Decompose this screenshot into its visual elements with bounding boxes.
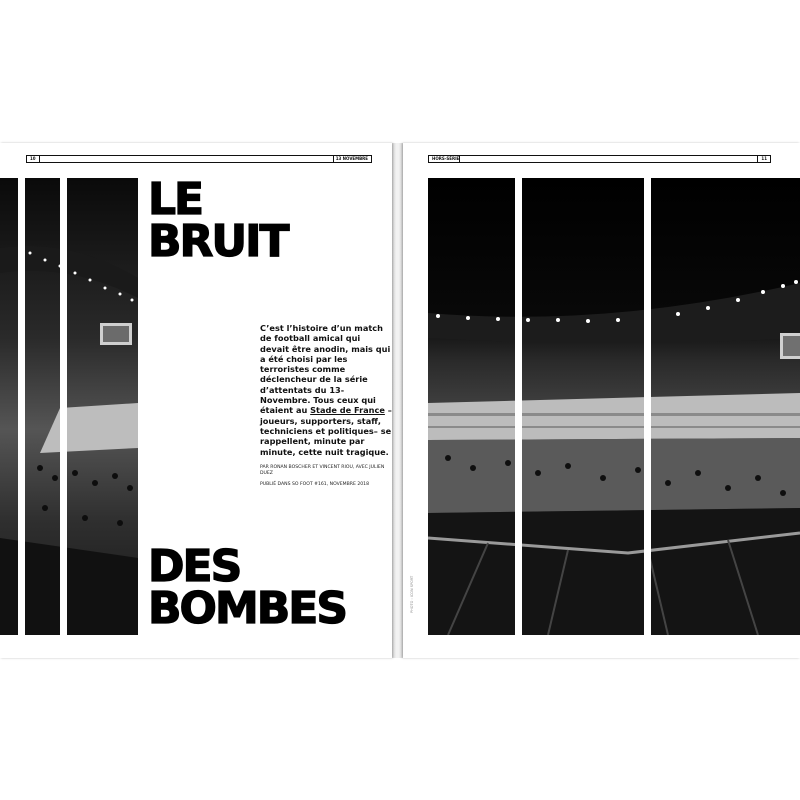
photo-strip-gap <box>18 178 25 635</box>
intro-text: –joueurs, supporters, staff, techniciens et politiques– se rappellent, minute par minute, cette nuit tragique. <box>260 405 392 457</box>
headline-word: LE <box>148 174 203 225</box>
publication-note: PUBLIÉ DANS SO FOOT #161, NOVEMBRE 2018 <box>260 482 370 487</box>
photo-credit: PHOTO : ICON SPORT <box>410 575 414 613</box>
stadium-photo-strips-right <box>428 178 800 635</box>
intro-paragraph <box>260 323 392 457</box>
headline-word: DES <box>148 541 241 592</box>
headline-word: BOMBES <box>148 583 347 634</box>
photo-strip-gap <box>60 178 67 635</box>
section-label: HORS-SÉRIE <box>432 156 460 161</box>
left-page <box>0 143 392 658</box>
left-page-number: 10 <box>30 156 36 161</box>
byline: PAR RONAN BOSCHER ET VINCENT RIOU, AVEC JULIEN DUEZ <box>260 465 385 476</box>
right-page-number: 11 <box>761 156 767 161</box>
header-divider <box>459 155 460 163</box>
left-running-head: 13 NOVEMBRE <box>335 156 368 161</box>
headline-bottom <box>148 541 347 634</box>
headline-word: BRUIT <box>148 216 288 267</box>
header-divider <box>333 155 334 163</box>
intro-text: C’est l’histoire d’un match de football amical qui devait être anodin, mais qui a été choisi par les terroristes comme déclencheur de la série d’attentats du 13-Novembre. Tous ceux qui étaient au <box>260 323 391 416</box>
header-divider <box>39 155 40 163</box>
right-page <box>403 143 800 658</box>
header-divider <box>757 155 758 163</box>
stade-de-france-label: Stade de France <box>310 405 385 416</box>
right-page-header <box>428 155 771 163</box>
stadium-photo-right <box>428 178 800 635</box>
stadium-photo-strips-left <box>0 178 138 635</box>
photo-strip-gap <box>644 178 651 635</box>
headline-top <box>148 174 288 267</box>
left-page-header <box>26 155 372 163</box>
photo-strip-gap <box>515 178 522 635</box>
spread-gutter <box>392 143 403 658</box>
